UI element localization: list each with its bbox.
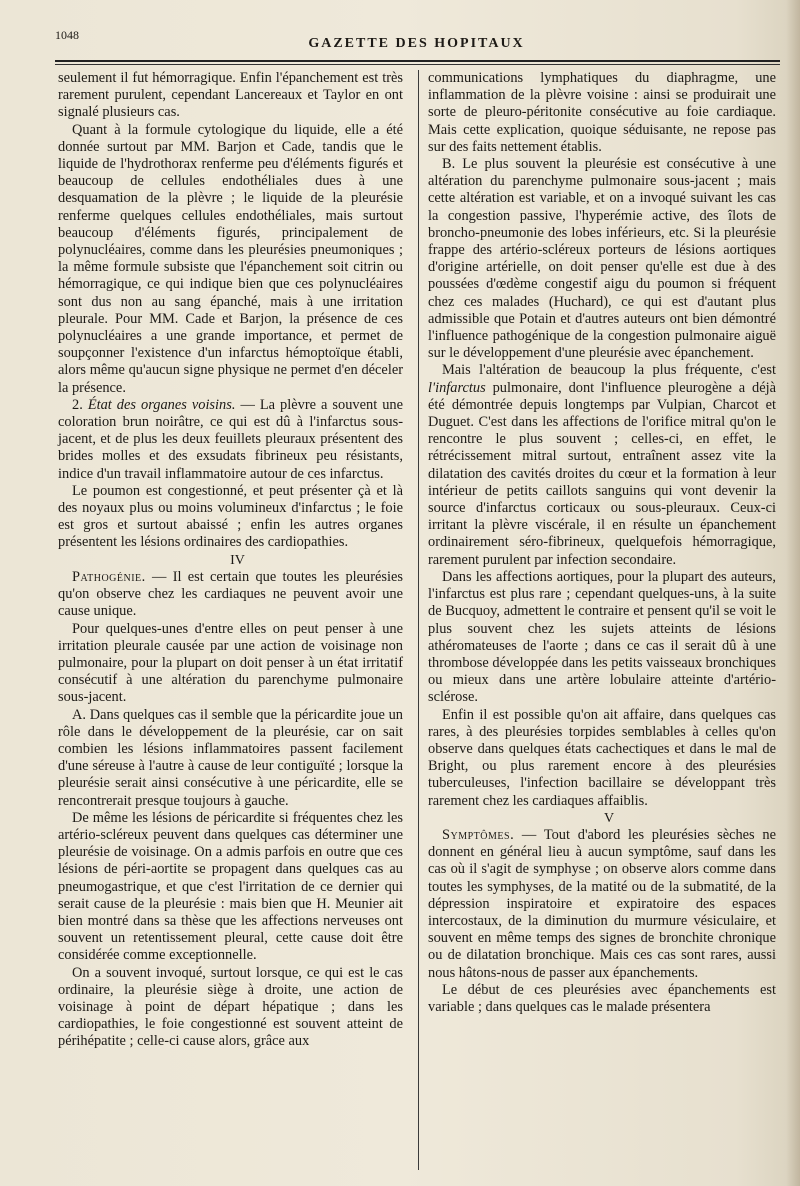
paragraph: B. Le plus souvent la pleurésie est consécutive à une altération du parenchyme pulmonaire sous-jacent ; mais cette altération est variable, et on a invoqué suivant les cas la congestion passive, l'hyperémie active, des îlots de broncho-pneumonie des lobes inférieurs, etc. Si la pleurésie frappe des artério-scléreux porteurs de lésions aortiques d'origine artérielle, on doit penser qu'elle est due à des poussées d'œdème congestif aigu du poumon si fréquent chez ces malades (Huchard), ce qui est d'autant plus admissible que Potain et d'autres auteurs ont bien démontré l'influence pathogénique de la congestion pulmonaire aiguë sur le développement d'une pleurésie avec épanchement. bbox=[428, 156, 776, 362]
paragraph: On a souvent invoqué, surtout lorsque, ce qui est le cas ordinaire, la pleurésie siège à droite, une action de voisinage à point de départ hépatique ; dans les cardiopathies, le foie congestionné est souvent atteint de périhépatite ; celle-ci cause alors, grâce aux bbox=[58, 964, 403, 1050]
paragraph: Quant à la formule cytologique du liquide, elle a été donnée surtout par MM. Barjon et Cade, tandis que le liquide de l'hydrothorax renferme peu d'éléments figurés et beaucoup de cellules endothéliales dues à une desquamation de la plèvre ; le liquide de la pleurésie renferme quelques cellules endothéliales, mais surtout beaucoup d'éléments figurés, principalement de polynucléaires, comme dans les pleurésies pneumoniques ; la même formule subsiste que l'épanchement soit citrin ou hémorragique, ce qui indique bien que ces polynucléaires sont dus non au sang épanché, mais à une irritation pleurale. Pour MM. Cade et Barjon, la présence de ces polynucléaires a une grande importance, et permet de soupçonner l'existence d'un infarctus hémoptoïque établi, alors même qu'aucun signe physique ne permet d'en déceler la présence. bbox=[58, 121, 403, 396]
paragraph bbox=[58, 397, 403, 483]
section-number: V bbox=[603, 810, 615, 826]
paragraph bbox=[428, 827, 776, 982]
paragraph: seulement il fut hémorragique. Enfin l'épanchement est très rarement purulent, cependant Lancereaux et Taylor en ont signalé plusieurs cas. bbox=[58, 70, 403, 121]
section-number: IV bbox=[230, 552, 245, 568]
paragraph: Pour quelques-unes d'entre elles on peut penser à une irritation pleurale causée par une action de voisinage non pulmonaire, pour la plupart on doit penser à un état irritatif consécutif à une altération du parenchyme pulmonaire sous-jacent. bbox=[58, 620, 403, 706]
subsection-title: État des organes voisins. bbox=[87, 396, 236, 413]
paragraph-body: Mais l'altération de beaucoup la plus fréquente, c'est bbox=[442, 362, 776, 379]
section-title: Pathogénie. bbox=[72, 568, 146, 585]
paragraph: De même les lésions de péricardite si fréquentes chez les artério-scléreux peuvent dans quelques cas déterminer une pleurésie de voisinage. On a admis parfois en outre que ces lésions de péri-aortite se propagent dans quelques cas au pneumogastrique, et que c'est l'irritation de ce dernier qui serait cause de la pleurésie : mais bien que H. Meunier ait bien montré dans sa thèse que les affections nerveuses ont souvent un retentissement pleural, cette cause doit être considérée comme exceptionnelle. bbox=[58, 809, 403, 964]
left-column bbox=[58, 70, 403, 1051]
page-spine-shadow bbox=[786, 0, 800, 1186]
paragraph: A. Dans quelques cas il semble que la péricardite joue un rôle dans le développement de la pleurésie, car on sait combien les lésions inflammatoires passent facilement d'une séreuse à l'autre à cause de leur contiguïté ; lorsque la pleurésie serait ainsi consécutive à une péricardite, elle se rencontrerait presque toujours à gauche. bbox=[58, 706, 403, 809]
section-title: Symptômes. bbox=[442, 826, 515, 843]
page-number: 1048 bbox=[55, 28, 79, 42]
paragraph-body: — La plèvre a souvent une coloration brun noirâtre, ce qui est dû à l'infarctus sous-jacent, et de plus les deux feuillets pleuraux présentent des brides molles et des exsudats fibrineux peu résistants, indice d'un travail inflammatoire autour de ces infarctus. bbox=[58, 396, 403, 482]
header-rule-thin bbox=[55, 64, 780, 65]
column-divider bbox=[418, 70, 419, 1170]
header-rule-thick bbox=[55, 60, 780, 62]
paragraph-body: pulmonaire, dont l'influence pleurogène a déjà été démontrée depuis longtemps par Vulpian, Charcot et Duguet. C'est dans les affections de l'orifice mitral qu'on le rencontre le plus souvent ; celles-ci, en effet, le rétrécissement mitral surtout, entraînent assez vite la dilatation des cavités droites du cœur et la formation à leur intérieur de petits caillots sanguins qui vont devenir la source d'infarctus corticaux ou sous-pleuraux. Ceux-ci irritant la plèvre viscérale, il en résulte un épanchement ordinairement séro-fibrineux, quelquefois hémorragique, rarement purulent par infection secondaire. bbox=[428, 379, 776, 568]
paragraph-body: — Il est certain que toutes les pleurésies qu'on observe chez les cardiaques ne peuvent avoir une cause unique. bbox=[58, 568, 403, 620]
emphasis: l'infarctus bbox=[428, 379, 486, 396]
paragraph: Enfin il est possible qu'on ait affaire, dans quelques cas rares, à des pleurésies torpides semblables à celles qu'on observe dans quelques états cachectiques et dans le mal de Bright, ou plus rarement encore à des pleurésies tuberculeuses, l'infection bacillaire se développant très rarement chez les cardiaques affaiblis. bbox=[428, 706, 776, 809]
paragraph: Le début de ces pleurésies avec épanchements est variable ; dans quelques cas le malade présentera bbox=[428, 981, 776, 1015]
paragraph bbox=[428, 362, 776, 568]
journal-title: GAZETTE DES HOPITAUX bbox=[308, 36, 525, 51]
right-column bbox=[428, 70, 776, 1016]
paragraph: communications lymphatiques du diaphragme, une inflammation de la plèvre voisine : ainsi se produirait une sorte de pleuro-péritonite consécutive au foie cardiaque. Mais cette explication, quoique séduisante, ne repose pas sur des faits nettement établis. bbox=[428, 70, 776, 155]
paragraph bbox=[58, 569, 403, 621]
paragraph: Le poumon est congestionné, et peut présenter çà et là des noyaux plus ou moins volumineux d'infarctus ; le foie est gros et surtout abaissé ; enfin les autres organes présentent les lésions ordinaires des cardiopathies. bbox=[58, 482, 403, 551]
item-number: 2. bbox=[72, 396, 83, 413]
paragraph: Dans les affections aortiques, pour la plupart des auteurs, l'infarctus est plus rare ; cependant quelques-uns, à la suite de Bucquoy, admettent le contraire et pensent qu'il se voit le plus souvent chez les sujets atteints de lésions athéromateuses de l'aorte ; dans ce cas il serait dû à une thrombose développée dans les petits vaisseaux bronchiques ou mieux dans une artère lobulaire atteinte d'artério-sclérose. bbox=[428, 568, 776, 706]
paragraph-body: — Tout d'abord les pleurésies sèches ne donnent en général lieu à aucun symptôme, sauf dans les cas où il s'agit de symphyse ; on observe alors comme dans toutes les symphyses, de la matité ou de la submatité, de la dépression inspiratoire et expiratoire des espaces intercostaux, de la diminution du murmure vésiculaire, et souvent en même temps des signes de bronchite chronique ou de dilatation bronchique. Mais ces cas sont rares, aussi nous hâtons-nous de passer aux épanchements. bbox=[428, 826, 776, 981]
